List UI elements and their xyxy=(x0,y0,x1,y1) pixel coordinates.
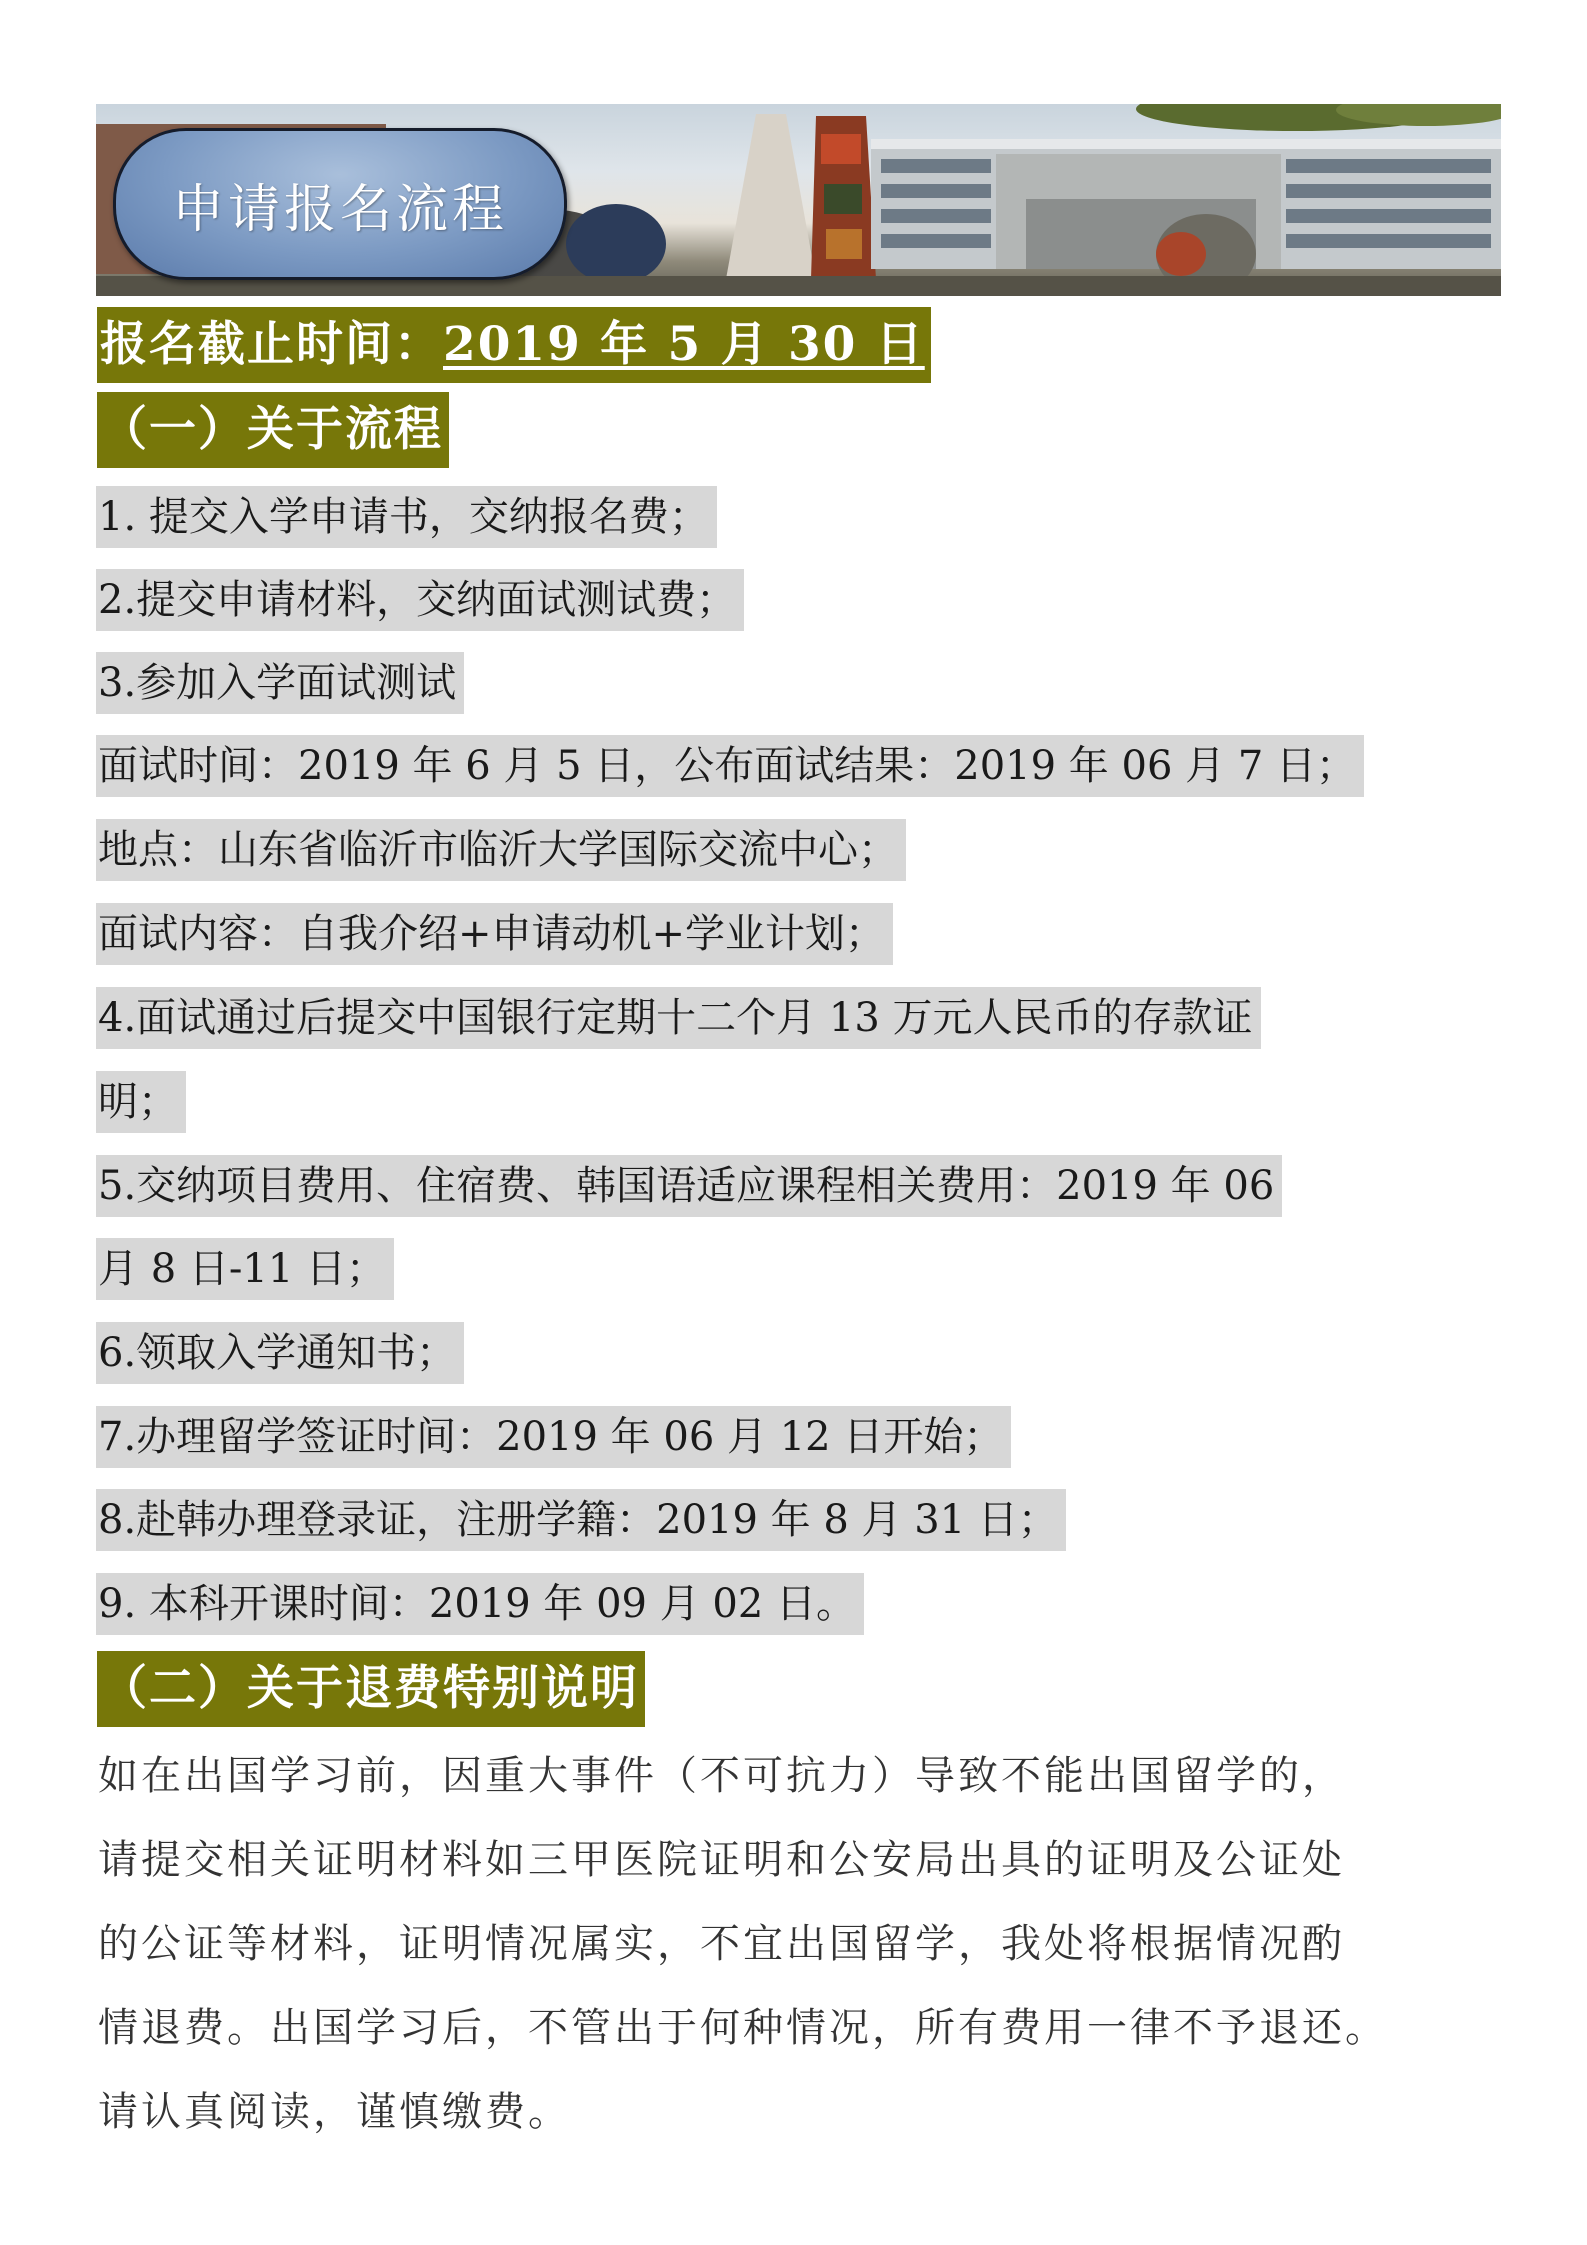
process-step-1: 1. 提交入学申请书，交纳报名费； xyxy=(96,486,717,548)
banner-title: 申请报名流程 xyxy=(113,128,567,280)
deadline-date: 2019 年 5 月 30 日 xyxy=(443,317,925,372)
deadline-heading xyxy=(97,307,931,383)
interview-location: 地点：山东省临沂市临沂大学国际交流中心； xyxy=(96,819,906,881)
process-step-5: 5.交纳项目费用、住宿费、韩国语适应课程相关费用：2019 年 06 xyxy=(96,1155,1282,1217)
process-step-3: 3.参加入学面试测试 xyxy=(96,652,464,714)
section-heading-process: （一）关于流程 xyxy=(97,392,449,468)
process-step-2: 2.提交申请材料，交纳面试测试费； xyxy=(96,569,744,631)
process-step-7: 7.办理留学签证时间：2019 年 06 月 12 日开始； xyxy=(96,1406,1011,1468)
refund-note-line: 请提交相关证明材料如三甲医院证明和公安局出具的证明及公证处 xyxy=(98,1837,1345,1883)
process-step-9: 9. 本科开课时间：2019 年 09 月 02 日。 xyxy=(96,1573,864,1635)
section-heading-refund: （二）关于退费特别说明 xyxy=(97,1651,645,1727)
refund-note-line: 请认真阅读，谨慎缴费。 xyxy=(98,2089,571,2135)
refund-note-paragraph xyxy=(98,1734,1508,2154)
process-step-5-continued: 月 8 日-11 日； xyxy=(96,1238,394,1300)
deadline-label: 报名截止时间： xyxy=(100,317,443,372)
interview-content: 面试内容：自我介绍+申请动机+学业计划； xyxy=(96,903,893,965)
refund-note-line: 的公证等材料，证明情况属实，不宜出国留学，我处将根据情况酌 xyxy=(98,1921,1345,1967)
refund-note-line: 如在出国学习前，因重大事件（不可抗力）导致不能出国留学的， xyxy=(98,1753,1345,1799)
process-step-8: 8.赴韩办理登录证，注册学籍：2019 年 8 月 31 日； xyxy=(96,1489,1066,1551)
process-step-4: 4.面试通过后提交中国银行定期十二个月 13 万元人民币的存款证 xyxy=(96,987,1261,1049)
interview-time: 面试时间：2019 年 6 月 5 日，公布面试结果：2019 年 06 月 7 日； xyxy=(96,735,1364,797)
process-step-6: 6.领取入学通知书； xyxy=(96,1322,464,1384)
process-step-4-continued: 明； xyxy=(96,1071,186,1133)
refund-note-line: 情退费。出国学习后，不管出于何种情况，所有费用一律不予退还。 xyxy=(98,2005,1388,2051)
